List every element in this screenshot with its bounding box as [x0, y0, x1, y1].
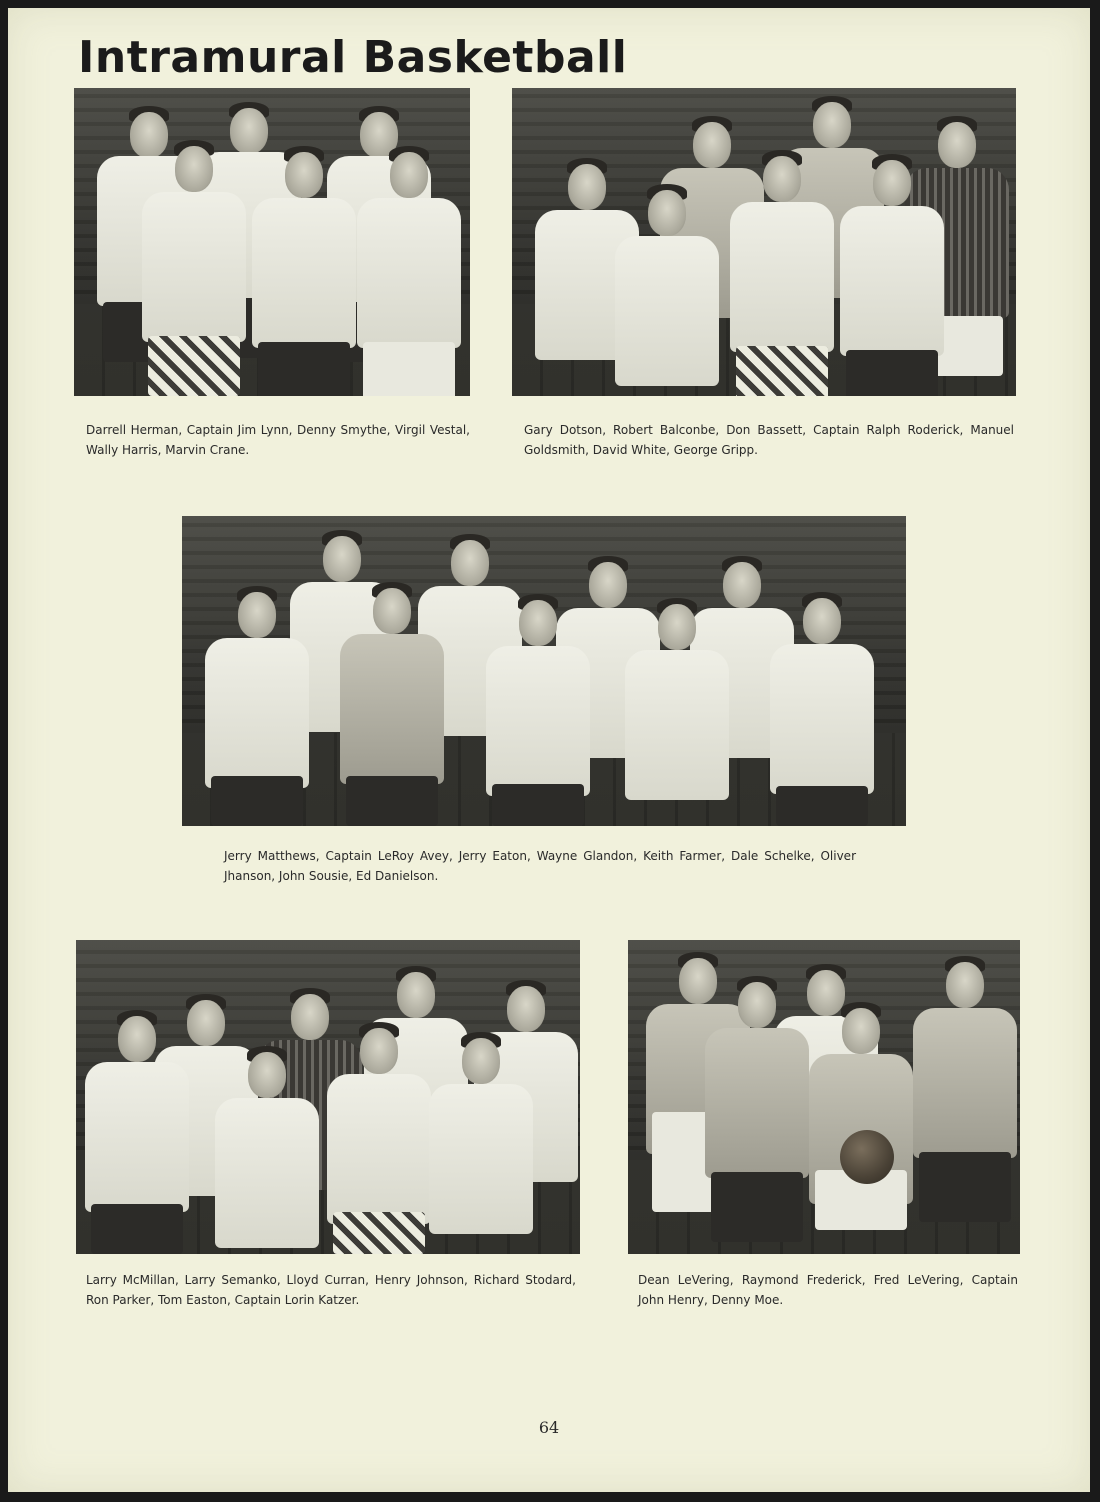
player — [622, 598, 732, 826]
player — [82, 1010, 192, 1254]
team-photo-2 — [512, 88, 1016, 396]
photo-caption: Larry McMillan, Larry Semanko, Lloyd Curran, Henry Johnson, Richard Stodard, Ron Parker, Tom Easton, Captain Lorin Katzer. — [86, 1273, 576, 1307]
player — [212, 1046, 322, 1254]
photo-caption: Jerry Matthews, Captain LeRoy Avey, Jerry Eaton, Wayne Glandon, Keith Farmer, Dale Schelke, Oliver Jhanson, John Sousie, Ed Danielson. — [224, 849, 856, 883]
player — [354, 146, 464, 396]
player — [832, 154, 952, 396]
page-number: 64 — [538, 1418, 560, 1437]
player — [202, 586, 312, 826]
player — [134, 140, 254, 396]
player — [426, 1032, 536, 1254]
player — [722, 150, 842, 396]
player — [806, 1002, 916, 1254]
photo-caption: Gary Dotson, Robert Balconbe, Don Bassett, Captain Ralph Roderick, Manuel Goldsmith, David White, George Gripp. — [524, 423, 1014, 457]
basketball-icon — [840, 1130, 894, 1184]
page-title: Intramural Basketball — [78, 32, 628, 83]
team-photo-1 — [74, 88, 470, 396]
player — [762, 592, 882, 826]
player — [478, 594, 598, 826]
player — [332, 582, 452, 826]
team-photo-5 — [628, 940, 1020, 1254]
player — [244, 146, 364, 396]
team-photo-3 — [182, 516, 906, 826]
player — [612, 184, 722, 396]
photo-caption: Darrell Herman, Captain Jim Lynn, Denny Smythe, Virgil Vestal, Wally Harris, Marvin Crane. — [86, 423, 470, 457]
photo-caption: Dean LeVering, Raymond Frederick, Fred LeVering, Captain John Henry, Denny Moe. — [638, 1273, 1018, 1307]
player — [324, 1022, 434, 1254]
team-photo-4 — [76, 940, 580, 1254]
player — [702, 976, 812, 1254]
player — [910, 956, 1020, 1254]
yearbook-page — [8, 8, 1090, 1492]
